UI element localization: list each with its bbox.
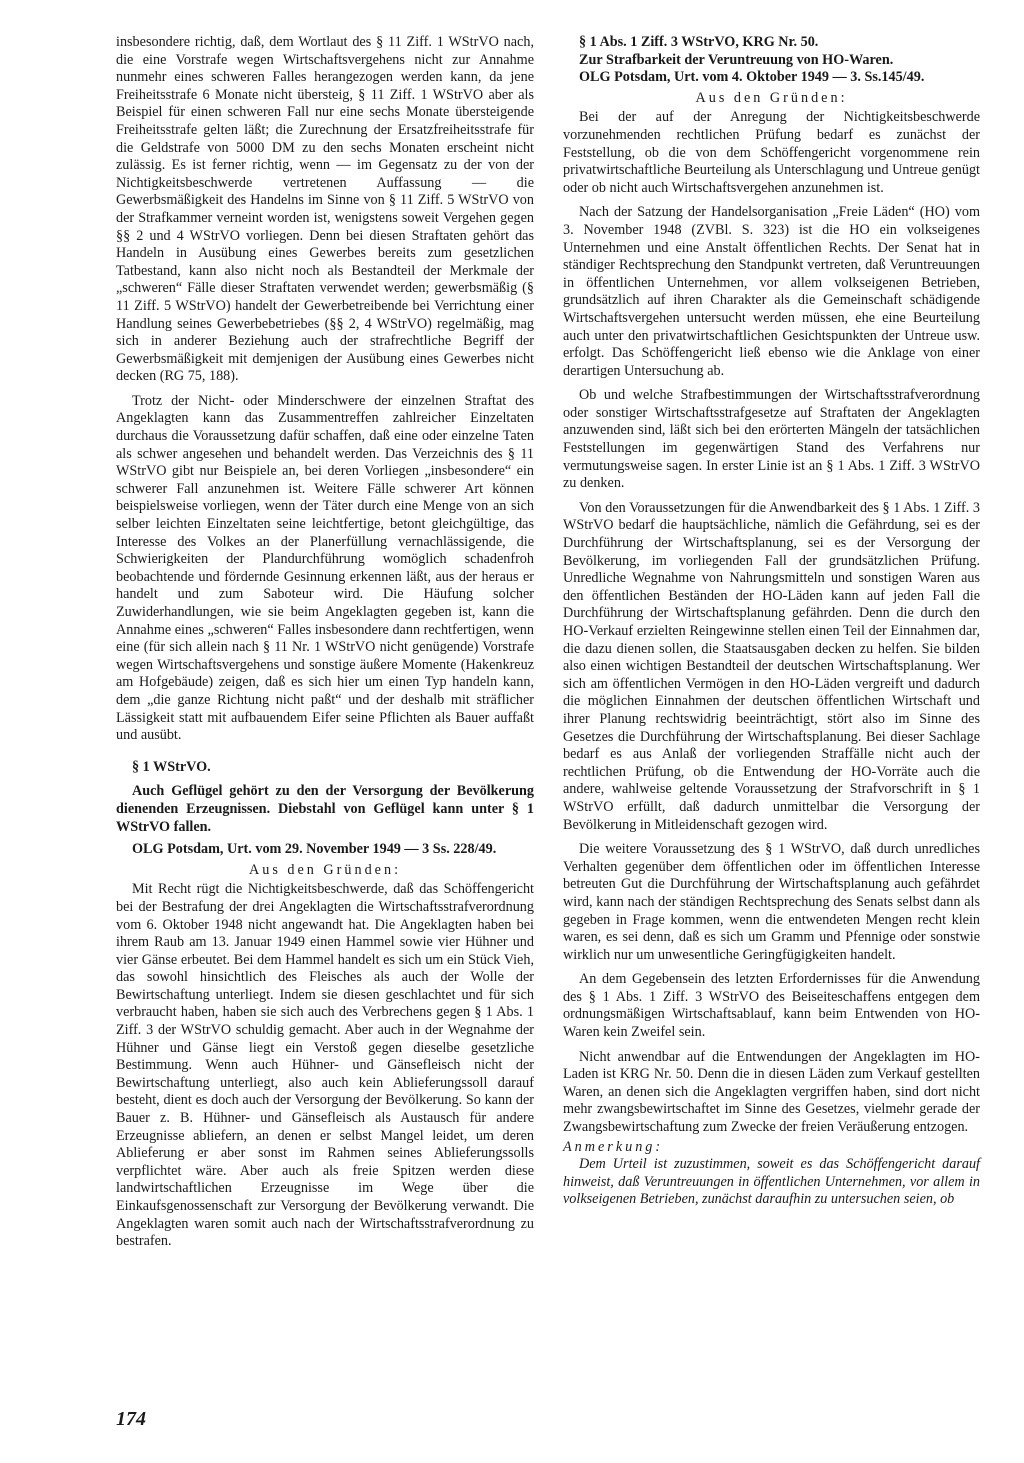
paragraph: An dem Gegebensein des letzten Erfordernisses für die Anwendung des § 1 Abs. 1 Ziff. 3 WStrVO des Beiseiteschaffens entgegen dem ordnungsmäßigen Wirtschaftsablauf, kann beim Entwenden von HO-Waren kein Zweifel sein.	[563, 971, 980, 1041]
headnote: Auch Geflügel gehört zu den der Versorgung der Bevölkerung dienenden Erzeugnissen. Diebstahl von Geflügel kann unter § 1 WStrVO fallen.	[116, 783, 534, 835]
court-citation: OLG Potsdam, Urt. vom 29. November 1949 — 3 Ss. 228/49.	[132, 841, 497, 858]
paragraph: Trotz der Nicht- oder Minderschwere der einzelnen Straftat des Angeklagten kann das Zusammentreffen zahlreicher Einzeltaten durchaus die Voraussetzung dafür schaffen, daß eine oder einzelne Taten als schwer angesehen und behandelt werden. Das Verzeichnis des § 11 WStrVO gibt nur Beispiele an, bei deren Vorliegen „insbesondere“ ein schwerer Fall anzunehmen ist. Weitere Fälle schwerer Art können beispielsweise vorliegen, wenn der Täter durch eine Menge von an sich selber leichten Einzeltaten seine leichtfertige, betont gleichgültige, das Interesse des Volkes an der Planerfüllung vernachlässigende, die Schwierigkeiten der Plandurchführung womöglich schadenfroh beobachtende und fördernde Gesinnung erkennen läßt, aus der heraus er handelt und zum Saboteur wird. Die Häufung solcher Zuwiderhandlungen, wie sie beim Angeklagten gegeben ist, kann die Annahme eines „schweren“ Falles insbesondere dann rechtfertigen, wenn eine (für sich allein nach § 11 Nr. 1 WStrVO nicht genügende) Vorstrafe wegen Wirtschaftsvergehens und sonstige äußere Momente (Hakenkreuz am Hofgebäude) zeigen, daß es sich hier um einen Typ handeln kann, dem „die ganze Richtung nicht paßt“ und der deshalb mit sträflicher Lässigkeit statt mit aufbauendem Eifer seine Pflichten als Bauer auffaßt und ausübt.	[116, 392, 534, 744]
paragraph: Von den Voraussetzungen für die Anwendbarkeit des § 1 Abs. 1 Ziff. 3 WStrVO bedarf die hauptsächliche, nämlich die Gefährdung, sei es der Durchführung der Wirtschaftsplanung, sei es der Versorgung der Bevölkerung, im vorliegenden Fall der grundsätzlichen Prüfung. Unredliche Wegnahme von Nahrungsmitteln und sonstigen Waren aus den öffentlichen Beständen der HO-Läden kann auf jeden Fall die Durchführung der Wirtschaftsplanung gefährden. Denn die durch den HO-Verkauf erzielten Reingewinne stellen einen Teil der Einnahmen dar, die dazu dienen sollen, die Staatsausgaben decken zu helfen. Sie bilden also einen wichtigen Bestandteil der deutschen Wirtschaftsplanung. Wer sich am öffentlichen Vermögen in den HO-Läden vergreift und dadurch die möglichen Einnahmen der deutschen öffentlichen Wirtschaft und ihrer Planung rechtswidrig beeinträchtigt, stört also im Sinne des Gesetzes die Durchführung der Wirtschaftsplanung. Bei dieser Sachlage bedarf es aus Anlaß der vorliegenden Straffälle nicht auch der rechtlichen Prüfung, ob die Entwendung der HO-Vorräte auch die andere, wahlweise geltende Voraussetzung der Strafvorschrift in § 1 WStrVO erfüllt, daß dadurch unmittelbar die Versorgung der Bevölkerung in Mitleidenschaft gezogen wird.	[563, 499, 980, 833]
reasons-heading: Aus den Gründen:	[248, 861, 402, 878]
paragraph: Ob und welche Strafbestimmungen der Wirtschaftsstrafverordnung oder sonstiger Wirtschaftsstrafgesetze auf Straftaten der Angeklagten anzuwenden sind, läßt sich bei den erörterten Mängeln der tatsächlichen Feststellungen im gegenwärtigen Stand des Verfahrens nur vermutungsweise sagen. In erster Linie ist an § 1 Abs. 1 Ziff. 3 WStrVO zu denken.	[563, 387, 980, 492]
annotation-label: Anmerkung:	[563, 1138, 664, 1155]
right-column	[563, 34, 980, 1209]
reasons-heading: Aus den Gründen:	[695, 89, 848, 106]
paragraph: Die weitere Voraussetzung des § 1 WStrVO, daß durch unredliches Verhalten gegenüber dem öffentlichen oder im öffentlichen Interesse betreuten Gut die Durchführung der Wirtschaftsplanung auch gefährdet wird, kann nach der ständigen Rechtsprechung des Senats selbst dann als gegeben in Frage kommen, wenn die entwendeten Mengen recht klein waren, es sei denn, daß es sich um Gramm und Pfennige oder sonstwie wirklich nur um unwesentliche Geringfügigkeiten handelt.	[563, 841, 980, 963]
section-heading: § 1 Abs. 1 Ziff. 3 WStrVO, KRG Nr. 50.	[579, 34, 819, 50]
headnote: Zur Strafbarkeit der Veruntreuung von HO-Waren.	[579, 51, 894, 68]
paragraph: Mit Recht rügt die Nichtigkeitsbeschwerde, daß das Schöffengericht bei der Bestrafung der drei Angeklagten die Wirtschaftsstrafverordnung vom 6. Oktober 1948 nicht angewandt hat. Die Angeklagten haben bei ihrem Raub am 13. Januar 1949 einen Hammel sowie vier Hühner und vier Gänse erbeutet. Bei dem Hammel handelt es sich um ein Stück Vieh, das sowohl hinsichtlich des Fleisches als auch der Wolle der Bewirtschaftung unterliegt. Indem sie diesen geschlachtet und für sich verbraucht haben, haben sie sich auch des Verbrechens gegen § 1 Abs. 1 Ziff. 3 der WStrVO schuldig gemacht. Aber auch in der Wegnahme der Hühner und Gänse liegt ein Verstoß gegen dieselbe gesetzliche Bestimmung. Wenn auch Hühner- und Gänsefleisch nicht der Bewirtschaftung unterliegt, also auch kein Ablieferungssoll darauf besteht, dient es doch auch der Versorgung der Bevölkerung. So kann der Bauer z. B. Hühner- und Gänsefleisch als Austausch für andere Erzeugnisse abliefern, an denen er selbst Mangel leidet, um deren Ablieferung er aber sonst im Rahmen seines Ablieferungssolls verpflichtet wäre. Aber auch als freie Spitzen werden diese landwirtschaftlichen Erzeugnisse im Wege über die Einkaufsgenossenschaft zur Versorgung der Bevölkerung verwandt. Die Angeklagten waren somit auch nach der Wirtschaftsstrafverordnung zu bestrafen.	[116, 881, 534, 1250]
left-column	[116, 34, 534, 1251]
paragraph: insbesondere richtig, daß, dem Wortlaut des § 11 Ziff. 1 WStrVO nach, die eine Vorstrafe wegen Wirtschaftsvergehens nicht zur Annahme nunmehr eines schweren Falles herangezogen werden kann, da jene Freiheitsstrafe 6 Monate nicht übersteig, § 11 Ziff. 1 WStrVO aber als Beispiel für einen schweren Fall nur eine sechs Monate übersteigende Freiheitsstrafe gelten läßt; die Zurechnung der Ersatzfreiheitsstrafe für die Geldstrafe von 5000 DM zu den sechs Monaten erscheint nicht zulässig. Es ist ferner richtig, wenn — im Gegensatz zu der von der Nichtigkeitsbeschwerde vertretenen Auffassung — die Gewerbsmäßigkeit des Handelns im Sinne von § 11 Ziff. 5 WStrVO von der Strafkammer verneint worden ist, wenigstens soweit Vergehen gegen §§ 2 und 4 WStrVO vorliegen. Denn bei diesen Straftaten gehört das Handeln in Ausübung eines Gewerbes bereits zum gesetzlichen Tatbestand, kann also nicht noch als Bestandteil der Merkmale der „schweren“ Fälle dieser Straftaten verwendet werden; gewerbsmäßig (§ 11 Ziff. 5 WStrVO) handelt der Gewerbetreibende bei Verrichtung einer Handlung seines Gewerbebetriebes (§§ 2, 4 WStrVO) regelmäßig, mag sich in anderer Beziehung auch der strafrechtliche Begriff der Gewerbsmäßigkeit mit demjenigen der Ausübung eines Gewerbes nicht decken (RG 75, 188).	[116, 34, 534, 385]
paragraph: Bei der auf der Anregung der Nichtigkeitsbeschwerde vorzunehmenden rechtlichen Prüfung bedarf es zunächst der Feststellung, ob die von dem Schöffengericht vorgenommene rein privatwirtschaftliche Beurteilung als Unterschlagung und Untreue genügt oder ob nicht auch Wirtschaftsvergehen anzunehmen ist.	[563, 109, 980, 196]
page-number: 174	[116, 1408, 146, 1430]
paragraph: Nicht anwendbar auf die Entwendungen der Angeklagten im HO-Laden ist KRG Nr. 50. Denn die in diesen Läden zum Verkauf gestellten Waren, an denen sich die Angeklagten vergriffen haben, sind dort nicht mehr zwangsbewirtschaftet im Sinne des Gesetzes, vielmehr gerade der Zwangsbewirtschaftung zum Zwecke der freien Veräußerung entzogen.	[563, 1048, 980, 1136]
section-heading: § 1 WStrVO.	[132, 758, 211, 775]
annotation-text: Dem Urteil ist zuzustimmen, soweit es das Schöffengericht darauf hinweist, daß Veruntreuungen in öffentlichen Unternehmen, vor allem in volkseigenen Betrieben, zunächst daraufhin zu untersuchen seien, ob	[563, 1156, 980, 1208]
paragraph: Nach der Satzung der Handelsorganisation „Freie Läden“ (HO) vom 3. November 1948 (ZVBl. S. 323) ist die HO ein volkseigenes Unternehmen und eine Anstalt öffentlichen Rechts. Der Senat hat in ständiger Rechtsprechung den Standpunkt vertreten, daß Veruntreuungen in öffentlichen Unternehmen, vor allem volkseigenen Betrieben, grundsätzlich auf ihren Charakter als die Gemeinschaft schädigende Wirtschaftsvergehen untersucht werden müssen, ehe eine Beurteilung auch unter den privatwirtschaftlichen Gesichtspunkten der Untreue usw. erfolgt. Das Schöffengericht ließ ebenso wie die Anklage von einer derartigen Untersuchung ab.	[563, 204, 980, 379]
court-citation: OLG Potsdam, Urt. vom 4. Oktober 1949 — 3. Ss.145/49.	[579, 69, 925, 86]
